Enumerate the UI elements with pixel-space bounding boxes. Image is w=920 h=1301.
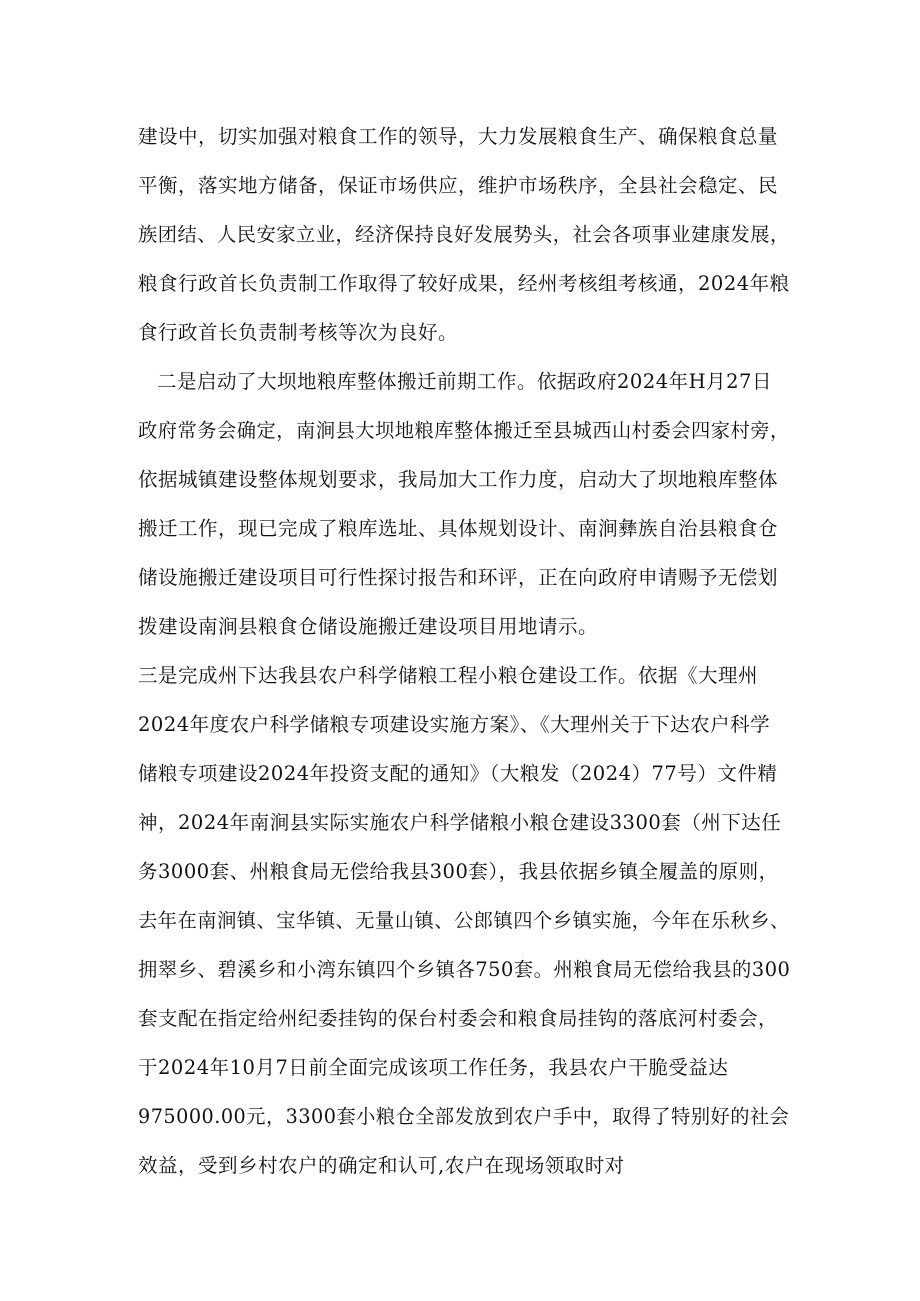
text-line: 三是完成州下达我县农户科学储粮工程小粮仓建设工作。依据《大理州: [138, 664, 759, 687]
text-line: 搬迁工作，现已完成了粮库选址、具体规划设计、南涧彝族自治县粮食仓: [138, 517, 779, 540]
text-line: 依据城镇建设整体规划要求，我局加大工作力度，启动大了坝地粮库整体: [138, 468, 779, 491]
text-line: 食行政首长负责制考核等次为良好。: [138, 321, 459, 344]
text-line: 储设施搬迁建设项目可行性探讨报告和环评，正在向政府申请赐予无偿划: [138, 566, 779, 589]
text-line: 去年在南涧镇、宝华镇、无量山镇、公郎镇四个乡镇实施，今年在乐秋乡、: [138, 909, 790, 932]
text-line: 储粮专项建设2024年投资支配的通知》（大粮发（2024）77号）文件精: [138, 762, 778, 785]
text-line: 2024年度农户科学储粮专项建设实施方案》、《大理州关于下达农户科学: [138, 713, 771, 736]
text-line: 二是启动了大坝地粮库整体搬迁前期工作。依据政府2024年H月27日: [157, 370, 772, 393]
text-line: 粮食行政首长负责制工作取得了较好成果，经州考核组考核通，2024年粮: [138, 272, 790, 295]
text-line: 套支配在指定给州纪委挂钩的保台村委会和粮食局挂钩的落底河村委会，: [138, 1007, 779, 1030]
text-line: 建设中，切实加强对粮食工作的领导，大力发展粮食生产、确保粮食总量: [138, 125, 779, 148]
text-line: 族团结、人民安家立业，经济保持良好发展势头，社会各项事业建康发展，: [138, 223, 790, 246]
text-line: 拨建设南涧县粮食仓储设施搬迁建设项目用地请示。: [138, 615, 599, 638]
text-line: 拥翠乡、碧溪乡和小湾东镇四个乡镇各750套。州粮食局无偿给我县的300: [138, 958, 791, 981]
text-line: 神，2024年南涧县实际实施农户科学储粮小粮仓建设3300套（州下达任: [138, 811, 782, 834]
text-line: 于2024年10月7日前全面完成该项工作任务，我县农户干脆受益达: [138, 1056, 729, 1079]
text-line: 效益，受到乡村农户的确定和认可,农户在现场领取时对: [138, 1154, 625, 1177]
text-line: 务3000套、州粮食局无偿给我县300套），我县依据乡镇全履盖的原则，: [138, 860, 779, 883]
text-line: 政府常务会确定，南涧县大坝地粮库整体搬迁至县城西山村委会四家村旁，: [138, 419, 790, 442]
text-line: 平衡，落实地方储备，保证市场供应，维护市场秩序，全县社会稳定、民: [138, 174, 779, 197]
text-line: 975000.00元，3300套小粮仓全部发放到农户手中，取得了特别好的社会: [138, 1105, 790, 1128]
